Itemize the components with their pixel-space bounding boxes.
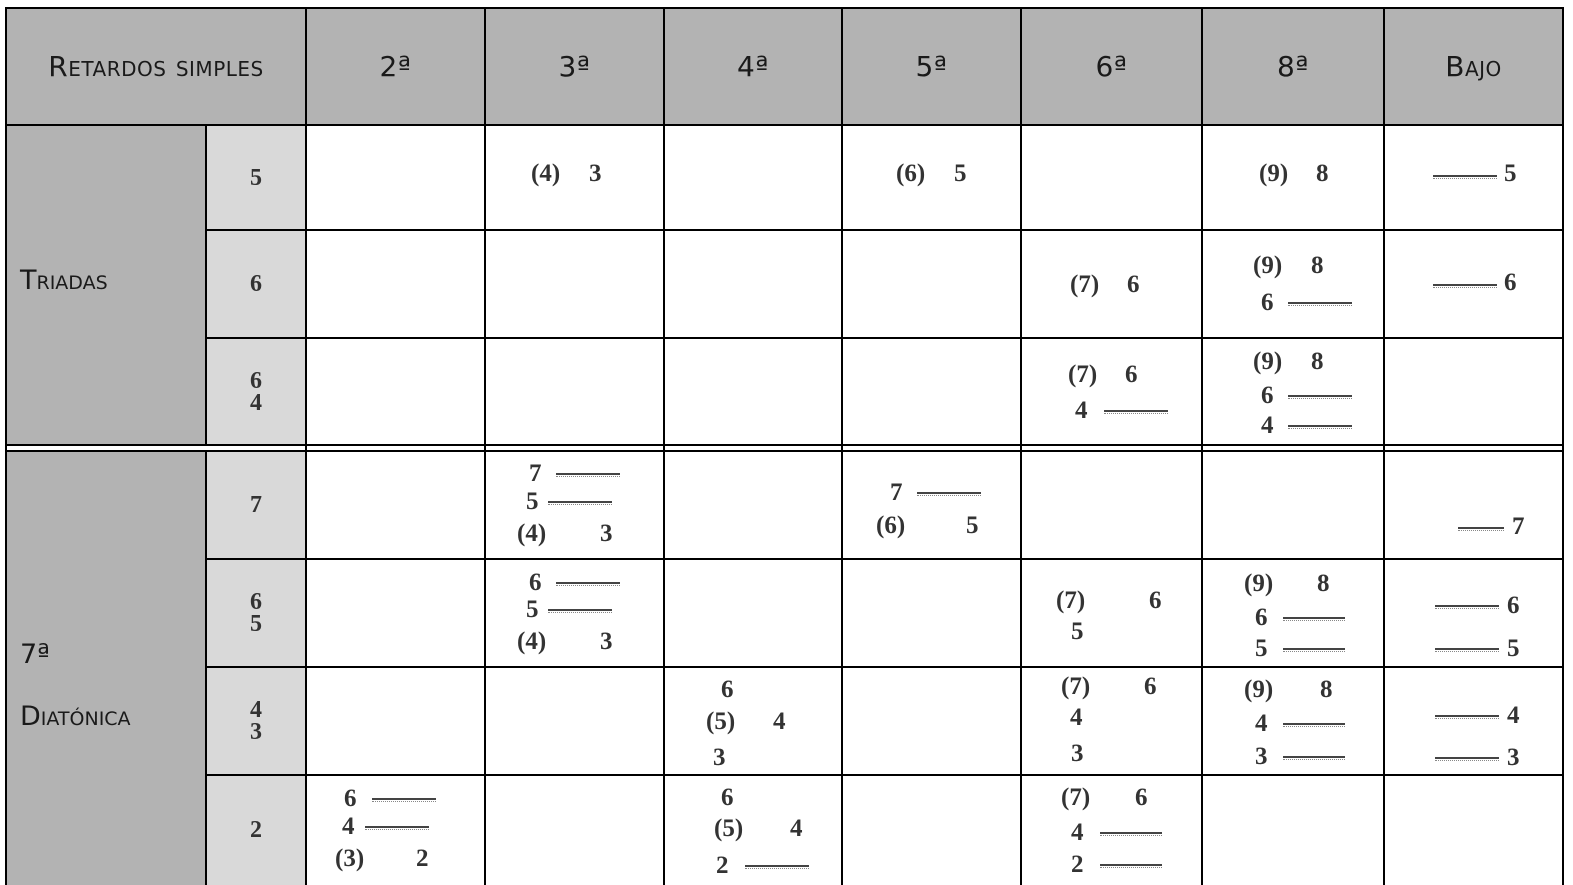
cell-value: (4) — [531, 160, 561, 187]
grid-line — [841, 7, 843, 885]
cell-value: 4 — [342, 813, 355, 840]
cell-value: (7) — [1056, 587, 1086, 614]
cell-value: 2 — [416, 845, 429, 872]
group-label-triadas — [6, 125, 206, 445]
column-header-bajo — [1384, 8, 1563, 125]
hold-line — [1100, 864, 1162, 866]
header-title-cell — [6, 8, 306, 125]
grid-line — [1383, 7, 1385, 885]
cell-value: 7 — [890, 479, 903, 506]
column-header-label: 6ª — [1095, 50, 1128, 83]
cell-value: 6 — [1149, 587, 1162, 614]
cell-value: 2 — [716, 852, 729, 879]
grid-line — [205, 774, 1564, 776]
hold-line — [1283, 617, 1345, 619]
grid-line — [205, 666, 1564, 668]
figure-cell — [206, 559, 306, 667]
hold-line — [548, 609, 612, 611]
grid-line — [205, 337, 1564, 339]
grid-line — [1020, 7, 1022, 885]
cell-value: (6) — [896, 160, 926, 187]
table-title: Retardos simples — [48, 50, 264, 83]
cell-value: 2 — [1071, 851, 1084, 878]
figure-digit: 6 — [250, 367, 262, 394]
column-header-label: Bajo — [1445, 50, 1502, 83]
hold-line — [1288, 395, 1352, 397]
cell-value: 6 — [529, 569, 542, 596]
column-header-4 — [664, 8, 842, 125]
cell-value: 6 — [1127, 271, 1140, 298]
hold-line — [1433, 175, 1497, 177]
cell-value: 3 — [1507, 744, 1520, 771]
grid-line — [5, 450, 1564, 452]
column-header-label: 4ª — [736, 50, 769, 83]
cell-value: (9) — [1244, 676, 1274, 703]
column-header-label: 3ª — [558, 50, 591, 83]
cell-value: 6 — [721, 676, 734, 703]
cell-value: (4) — [517, 520, 547, 547]
hold-line — [365, 826, 429, 828]
hold-line — [917, 492, 981, 494]
hold-line — [1288, 425, 1352, 427]
cell-value: (7) — [1068, 361, 1098, 388]
cell-value: 5 — [1504, 160, 1517, 187]
grid-line — [305, 7, 307, 885]
cell-value: 6 — [1261, 382, 1274, 409]
cell-value: 8 — [1316, 160, 1329, 187]
grid-line — [5, 7, 1564, 9]
cell-value: 6 — [1135, 784, 1148, 811]
grid-line — [5, 124, 1564, 126]
grid-line — [1201, 7, 1203, 885]
column-header-label: 2ª — [379, 50, 412, 83]
cell-value: 5 — [526, 488, 539, 515]
cell-value: 4 — [1075, 397, 1088, 424]
cell-value: 7 — [529, 460, 542, 487]
hold-line — [1104, 410, 1168, 412]
hold-line — [1100, 832, 1162, 834]
cell-value: 6 — [1144, 673, 1157, 700]
figure-digit: 5 — [250, 611, 262, 637]
column-header-5 — [842, 8, 1021, 125]
hold-line — [1435, 715, 1499, 717]
cell-value: 4 — [773, 708, 786, 735]
hold-line — [745, 865, 809, 867]
cell-value: (7) — [1070, 271, 1100, 298]
cell-value: 3 — [600, 520, 613, 547]
figure-cell — [206, 338, 306, 445]
cell-value: 4 — [1071, 819, 1084, 846]
grid-line — [5, 444, 1564, 446]
hold-line — [372, 798, 436, 800]
hold-line — [1435, 757, 1499, 759]
grid-line — [484, 7, 486, 885]
group-label-septima — [6, 451, 206, 885]
cell-value: 6 — [1125, 361, 1138, 388]
hold-line — [1458, 527, 1504, 529]
hold-line — [1283, 648, 1345, 650]
column-header-label: 8ª — [1276, 50, 1309, 83]
hold-line — [1433, 284, 1497, 286]
grid-line — [205, 125, 207, 445]
figure-cell — [206, 775, 306, 885]
figure-digit: 7 — [250, 492, 262, 518]
cell-value: 6 — [1507, 592, 1520, 619]
grid-line — [663, 7, 665, 885]
hold-line — [1283, 756, 1345, 758]
hold-line — [556, 582, 620, 584]
figure-cell — [206, 667, 306, 775]
grid-line — [5, 7, 7, 885]
cell-value: 3 — [600, 628, 613, 655]
cell-value: (5) — [714, 815, 744, 842]
cell-value: (7) — [1061, 784, 1091, 811]
hold-line — [1435, 648, 1499, 650]
group-label-text: Triadas — [20, 265, 108, 296]
cell-value: 5 — [526, 596, 539, 623]
cell-value: 6 — [1504, 269, 1517, 296]
cell-value: 8 — [1317, 570, 1330, 597]
figure-digit: 6 — [250, 589, 262, 615]
column-header-6 — [1021, 8, 1202, 125]
figure-cell — [206, 125, 306, 230]
hold-line — [556, 473, 620, 475]
figure-cell — [206, 230, 306, 338]
group-label-text: 7ª — [20, 639, 50, 670]
figure-digit: 3 — [250, 719, 262, 745]
hold-line — [548, 501, 612, 503]
cell-value: 4 — [1261, 412, 1274, 439]
cell-value: 5 — [1255, 635, 1268, 662]
cell-value: 4 — [790, 815, 803, 842]
cell-value: 4 — [1255, 710, 1268, 737]
group-label-text: Diatónica — [20, 701, 131, 732]
cell-value: 5 — [954, 160, 967, 187]
cell-value: 7 — [1512, 513, 1525, 540]
grid-line — [205, 451, 207, 885]
grid-line — [1562, 7, 1564, 885]
cell-value: (7) — [1061, 673, 1091, 700]
cell-value: (9) — [1253, 252, 1283, 279]
grid-line — [205, 229, 1564, 231]
cell-value: 4 — [1507, 702, 1520, 729]
cell-value: 6 — [344, 785, 357, 812]
hold-line — [1288, 302, 1352, 304]
cell-value: 3 — [589, 160, 602, 187]
cell-value: 5 — [1071, 618, 1084, 645]
grid-line — [205, 558, 1564, 560]
cell-value: 8 — [1320, 676, 1333, 703]
cell-value: (5) — [706, 708, 736, 735]
figure-digit: 6 — [250, 271, 262, 297]
cell-value: 8 — [1311, 252, 1324, 279]
cell-value: (4) — [517, 628, 547, 655]
cell-value: 3 — [1071, 740, 1084, 767]
hold-line — [1435, 605, 1499, 607]
figure-digit: 4 — [250, 389, 262, 416]
column-header-8 — [1202, 8, 1384, 125]
cell-value: 6 — [1261, 289, 1274, 316]
cell-value: 6 — [1255, 604, 1268, 631]
hold-line — [1283, 723, 1345, 725]
cell-value: (6) — [876, 512, 906, 539]
figure-cell — [206, 451, 306, 559]
cell-value: (9) — [1259, 160, 1289, 187]
cell-value: (9) — [1253, 348, 1283, 375]
cell-value: 6 — [721, 784, 734, 811]
figure-digit: 5 — [250, 164, 262, 191]
cell-value: 5 — [966, 512, 979, 539]
figure-digit: 2 — [250, 817, 262, 843]
cell-value: (9) — [1244, 570, 1274, 597]
column-header-2 — [306, 8, 485, 125]
column-header-3 — [485, 8, 664, 125]
cell-value: 3 — [713, 744, 726, 771]
column-header-label: 5ª — [915, 50, 948, 83]
cell-value: 4 — [1070, 704, 1083, 731]
figure-digit: 4 — [250, 697, 262, 723]
cell-value: 3 — [1255, 743, 1268, 770]
cell-value: 8 — [1311, 348, 1324, 375]
cell-value: (3) — [335, 845, 365, 872]
cell-value: 5 — [1507, 635, 1520, 662]
